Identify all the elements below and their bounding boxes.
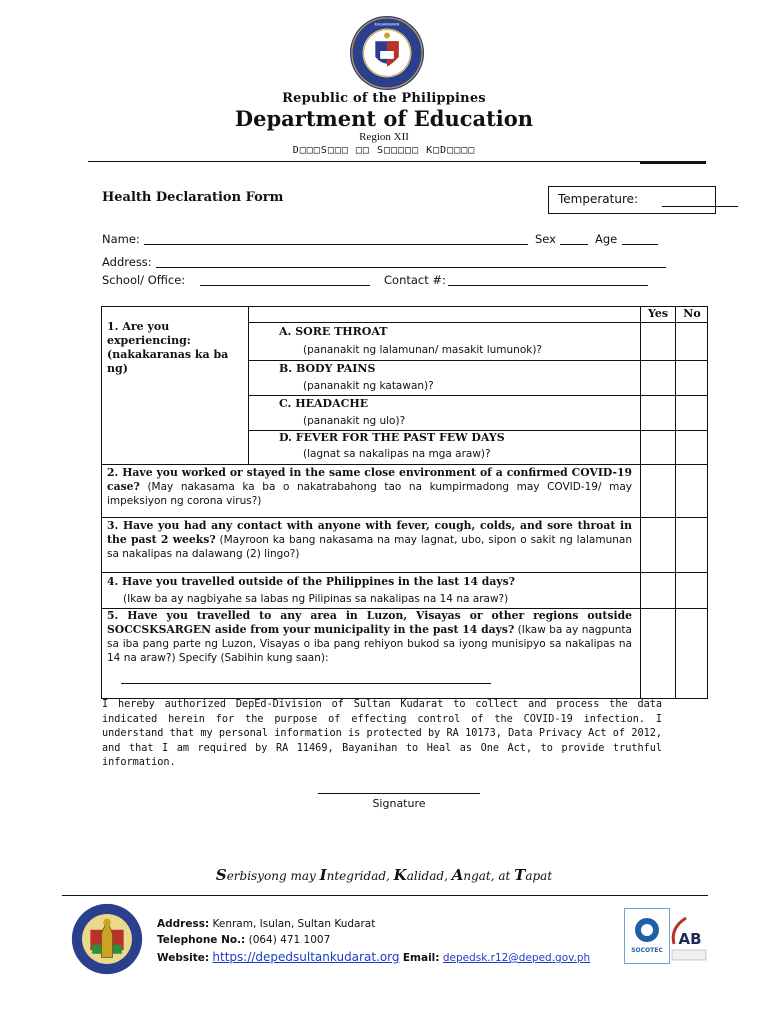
q5-bold: 5. Have you travelled to any area in Luzon, Visayas or other regions outside SOCCSKSARGEN aside from your municipality in the past 14 days? (107, 609, 632, 636)
region-heading: Region XII (359, 131, 409, 143)
q2-bold: 2. Have you worked or stayed in the same close environment of a confirmed COVID-19 case? (107, 466, 632, 493)
header-divider-accent (640, 162, 706, 164)
no-column-header: No (683, 307, 701, 320)
motto-word: apat (525, 869, 553, 883)
q3-bold: 3. Have you had any contact with anyone with fever, cough, colds, and sore throat in the past 2 weeks? (107, 519, 632, 546)
name-field[interactable] (144, 244, 528, 245)
motto-word: ngat, at (463, 869, 515, 883)
motto-cap: K (393, 866, 407, 884)
yes-column-header: Yes (647, 307, 669, 320)
form-title: Health Declaration Form (102, 190, 284, 205)
q2-translation: (May nakasama ka ba o nakatrabahong tao na kumpirmadong may COVID-19/ may impeksiyon ng corona virus?) (107, 481, 632, 507)
socotec-text: SOCOTEC (631, 947, 663, 954)
department-heading: Department of Education (234, 106, 534, 131)
website-link[interactable]: https://depedsultankudarat.org (212, 950, 400, 964)
signature-label: Signature (372, 797, 426, 810)
footer-web (157, 950, 590, 964)
telephone-value: (064) 471 1007 (245, 934, 331, 946)
symptom-body-pains-sub: (pananakit ng katawan)? (303, 380, 434, 392)
headache-yes-cell[interactable] (641, 396, 675, 430)
q2-yes-cell[interactable] (641, 465, 675, 517)
address-field[interactable] (156, 267, 666, 268)
contact-field[interactable] (448, 285, 648, 286)
q5-translation: (Ikaw ba ay nagpunta sa iba pang parte ng Luzon, Visayas o iba pang rehiyon bukod sa iyong munisipyo sa nakalipas na 14 na araw?) Specify (Sabihin kung saan): (107, 624, 632, 664)
contact-label: Contact #: (384, 273, 446, 287)
body-pains-yes-cell[interactable] (641, 361, 675, 395)
sex-label: Sex (535, 232, 556, 246)
q4-bold: 4. Have you travelled outside of the Philippines in the last 14 days? (107, 575, 516, 588)
socotec-certification-logo (624, 908, 670, 964)
q1-label: 1. Are you experiencing: (nakakaranas ka ba ng) (107, 320, 229, 375)
q2-no-cell[interactable] (676, 465, 707, 517)
symptom-headache-title: C. HEADACHE (279, 397, 369, 410)
footer-divider (62, 895, 708, 896)
address-value: Kenram, Isulan, Sultan Kudarat (209, 918, 376, 930)
website-key: Website: (157, 952, 210, 964)
symptom-sore-throat-sub: (pananakit ng lalamunan/ masakit lumunok)? (303, 344, 542, 356)
sore-throat-no-cell[interactable] (676, 323, 707, 360)
age-label: Age (595, 232, 618, 246)
symptom-body-pains-title: B. BODY PAINS (279, 362, 376, 375)
republic-heading: Republic of the Philippines (282, 91, 486, 106)
header-divider (88, 161, 706, 162)
motto-word: alidad, (406, 869, 452, 883)
address-key: Address: (157, 918, 210, 930)
symptom-fever-title: D. FEVER FOR THE PAST FEW DAYS (279, 431, 505, 444)
name-label: Name: (102, 232, 140, 246)
telephone-key: Telephone No.: (157, 934, 246, 946)
q5-yes-cell[interactable] (641, 609, 675, 698)
motto-word: ntegridad, (326, 869, 394, 883)
sex-field[interactable] (560, 244, 588, 245)
symptom-fever-sub: (lagnat sa nakalipas na mga araw)? (303, 448, 491, 460)
sore-throat-yes-cell[interactable] (641, 323, 675, 360)
q5-specify-field[interactable] (121, 683, 491, 684)
email-link[interactable]: depedsk.r12@deped.gov.ph (442, 952, 591, 964)
footer-telephone (157, 934, 330, 946)
q4-no-cell[interactable] (676, 573, 707, 608)
q3-no-cell[interactable] (676, 518, 707, 572)
fever-no-cell[interactable] (676, 431, 707, 464)
temperature-field[interactable] (662, 206, 738, 207)
motto-word: erbisyong may (226, 869, 320, 883)
motto-cap: S (215, 866, 227, 884)
motto-cap: A (451, 866, 464, 884)
age-field[interactable] (622, 244, 658, 245)
question-3 (107, 519, 632, 561)
headache-no-cell[interactable] (676, 396, 707, 430)
ab-accreditation-logo (668, 910, 710, 964)
fever-yes-cell[interactable] (641, 431, 675, 464)
symptom-table (101, 306, 708, 698)
body-pains-no-cell[interactable] (676, 361, 707, 395)
q5-no-cell[interactable] (676, 609, 707, 698)
school-field[interactable] (200, 285, 370, 286)
q4-yes-cell[interactable] (641, 573, 675, 608)
email-key: Email: (402, 952, 440, 964)
division-heading: D□□□S□□□ □□ S□□□□□ K□D□□□□ (292, 145, 476, 156)
symptom-sore-throat-title: A. SORE THROAT (279, 325, 388, 338)
school-label: School/ Office: (102, 273, 186, 287)
deped-seal-logo (348, 14, 426, 92)
q4-translation: (Ikaw ba ay nagbiyahe sa labas ng Pilipinas sa nakalipas na 14 na araw?) (123, 593, 509, 605)
ab-text: AB (678, 930, 702, 948)
motto (0, 866, 768, 884)
question-2 (107, 466, 632, 508)
consent-statement: I hereby authorized DepEd-Division of Sultan Kudarat to collect and process the data indicated herein for the purpose of effecting control of the COVID-19 infection. I understand that my personal information is protected by RA 10173, Data Privacy Act of 2012, and that I am required by RA 11469, Bayanihan to Heal as One Act, to provide truthful information. (102, 699, 662, 768)
svg-text:KAGAWARAN: KAGAWARAN (374, 21, 400, 27)
q3-translation: (Mayroon ka bang nakasama na may lagnat, ubo, sipon o sakit ng lalamunan sa nakalipas na dalawang (2) lingo?) (107, 534, 632, 560)
address-label: Address: (102, 255, 152, 269)
footer-address (157, 918, 375, 930)
question-5 (107, 609, 632, 665)
symptom-headache-sub: (pananakit ng ulo)? (303, 415, 406, 427)
q3-yes-cell[interactable] (641, 518, 675, 572)
motto-cap: I (319, 866, 327, 884)
temperature-label: Temperature: (558, 192, 639, 206)
signature-field[interactable] (318, 793, 480, 794)
motto-cap: T (514, 866, 526, 884)
division-seal-logo (70, 902, 144, 976)
